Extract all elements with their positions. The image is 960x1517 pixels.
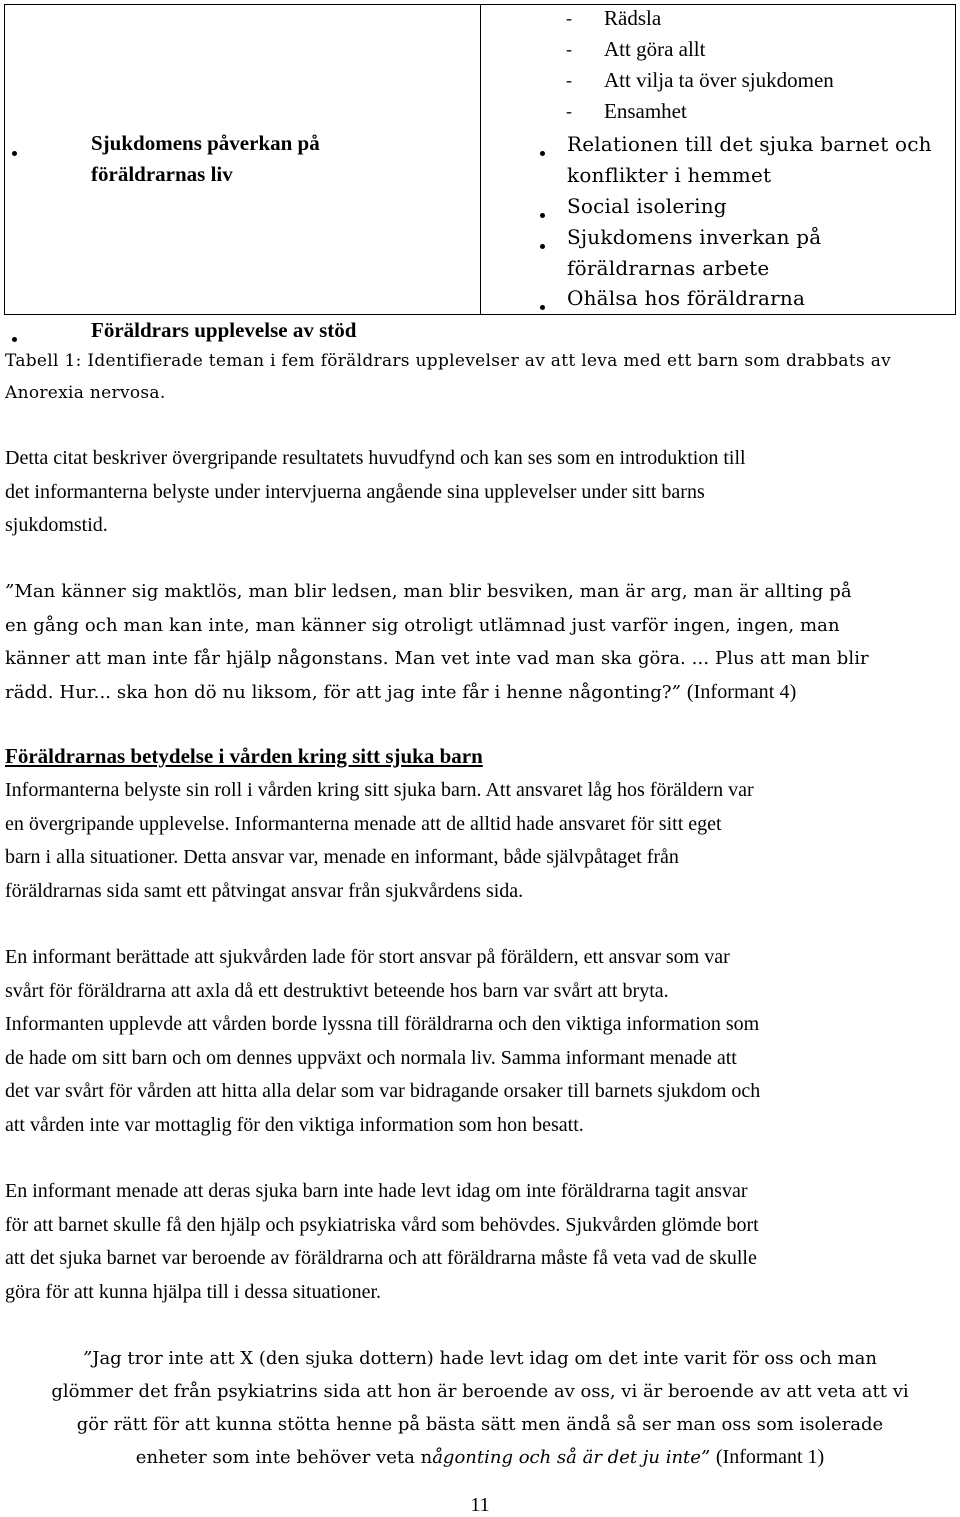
sub-item-dash: -: [566, 70, 572, 90]
theme-title-cont: föräldrarnas liv: [91, 162, 233, 186]
theme-item: Social isolering: [567, 194, 727, 218]
table-caption: Tabell 1: Identifierade teman i fem föräldrars upplevelser av att leva med ett barn som drabbats av: [5, 351, 892, 371]
bullet-icon: [540, 305, 545, 310]
sub-item-dash: -: [566, 39, 572, 59]
sub-item: Ensamhet: [604, 99, 687, 123]
bullet-icon: [540, 151, 545, 156]
text-line: det informanterna belyste under intervjuerna angående sina upplevelser under sitt barns: [5, 480, 705, 503]
sub-item-dash: -: [566, 8, 572, 28]
quote-line: en gång och man kan inte, man känner sig otroligt utlämnad just varför ingen, ingen, man: [5, 614, 840, 636]
text-line: att vården inte var mottaglig för den viktiga information som hon besatt.: [5, 1113, 584, 1136]
body-paragraph: [5, 1175, 759, 1309]
text-line: att det sjuka barnet var beroende av föräldrarna och att föräldrarna måste få veta vad de skulle: [5, 1247, 757, 1269]
intro-paragraph: [5, 442, 746, 543]
text-line: En informant menade att deras sjuka barn inte hade levt idag om inte föräldrarna tagit ansvar: [5, 1180, 748, 1202]
theme-item: Relationen till det sjuka barnet och: [567, 132, 932, 156]
text-line: Informanterna belyste sin roll i vården kring sitt sjuka barn. Att ansvaret låg hos föräldern var: [5, 779, 754, 801]
text-line: barn i alla situationer. Detta ansvar var, menade en informant, både självpåtaget från: [5, 846, 679, 868]
quote-line: känner att man inte får hjälp någonstans. Man vet inte vad man ska göra. ... Plus att man blir: [5, 648, 869, 669]
text-line: föräldrarnas sida samt ett påtvingat ansvar från sjukvårdens sida.: [5, 879, 524, 902]
text-line: sjukdomstid.: [5, 514, 108, 536]
informant-quote: [5, 575, 869, 709]
quote-line: Jag tror inte att X (den sjuka dottern) hade levt idag om det inte varit för oss och man: [92, 1348, 877, 1369]
text-line: en övergripande upplevelse. Informanterna menade att de alltid hade ansvaret för sitt eget: [5, 812, 722, 835]
sub-item-dash: -: [566, 101, 572, 121]
text-line: En informant berättade att sjukvården lade för stort ansvar på föräldern, ett ansvar som var: [5, 946, 730, 968]
quote-line: gör rätt för att kunna stötta henne på bästa sätt men ändå så ser man oss som isolerade: [76, 1414, 884, 1435]
section-heading: Föräldrarnas betydelse i vården kring sitt sjuka barn: [5, 744, 483, 768]
close-quote-mark: ”: [700, 1447, 711, 1468]
theme-item: Sjukdomens inverkan på: [567, 225, 822, 249]
bullet-icon: [540, 213, 545, 218]
sub-item: Att vilja ta över sjukdomen: [604, 68, 834, 92]
text-line: Informanten upplevde att vården borde lyssna till föräldrarna och den viktiga information som: [5, 1013, 760, 1035]
table-caption-cont: Anorexia nervosa.: [5, 383, 166, 403]
bullet-icon: [12, 151, 17, 156]
text-line: Detta citat beskriver övergripande resultatets huvudfynd och kan ses som en introduktion till: [5, 447, 746, 469]
text-line: det var svårt för vården att hitta alla delar som var bidragande orsaker till barnets sjukdom och: [5, 1080, 761, 1102]
open-quote-mark: ”: [5, 581, 15, 602]
theme-title: Föräldrars upplevelse av stöd: [91, 318, 357, 342]
text-line: svårt för föräldrarna att axla då ett destruktivt beteende hos barn var svårt att bryta.: [5, 979, 669, 1002]
theme-item-cont: föräldrarnas arbete: [567, 256, 770, 280]
page-number: 11: [470, 1494, 490, 1516]
quote-line: rädd. Hur... ska hon dö nu liksom, för att jag inte får i henne någonting?: [5, 681, 672, 703]
bullet-icon: [12, 337, 17, 342]
body-paragraph: [5, 774, 754, 908]
quote-attribution: (Informant 1): [715, 1446, 825, 1468]
theme-title: Sjukdomens påverkan på: [91, 131, 320, 155]
close-quote-mark: ”: [671, 681, 681, 703]
quote-line: Man känner sig maktlös, man blir ledsen, man blir besviken, man är arg, man är allting på: [14, 581, 852, 602]
bullet-icon: [540, 244, 545, 249]
quote-line-italic: ågonting och så är det ju inte: [432, 1447, 701, 1468]
theme-item: Ohälsa hos föräldrarna: [567, 286, 806, 310]
text-line: för att barnet skulle få den hjälp och psykiatriska vård som behövdes. Sjukvården glömde bort: [5, 1213, 759, 1236]
text-line: de hade om sitt barn och om dennes uppväxt och normala liv. Samma informant menade att: [5, 1046, 737, 1069]
table-column-divider: [480, 4, 481, 315]
theme-item-cont: konflikter i hemmet: [567, 163, 772, 187]
open-quote-mark: ”: [83, 1348, 93, 1369]
quote-attribution: (Informant 4): [686, 680, 797, 703]
body-paragraph: [5, 941, 760, 1142]
quote-line: enheter som inte behöver veta n: [135, 1447, 433, 1468]
text-line: göra för att kunna hjälpa till i dessa situationer.: [5, 1280, 382, 1303]
sub-item: Att göra allt: [604, 37, 706, 61]
informant-quote-centered: [0, 1342, 960, 1474]
sub-item: Rädsla: [604, 6, 662, 30]
quote-line: glömmer det från psykiatrins sida att hon är beroende av oss, vi är beroende av att veta att vi: [51, 1381, 909, 1402]
